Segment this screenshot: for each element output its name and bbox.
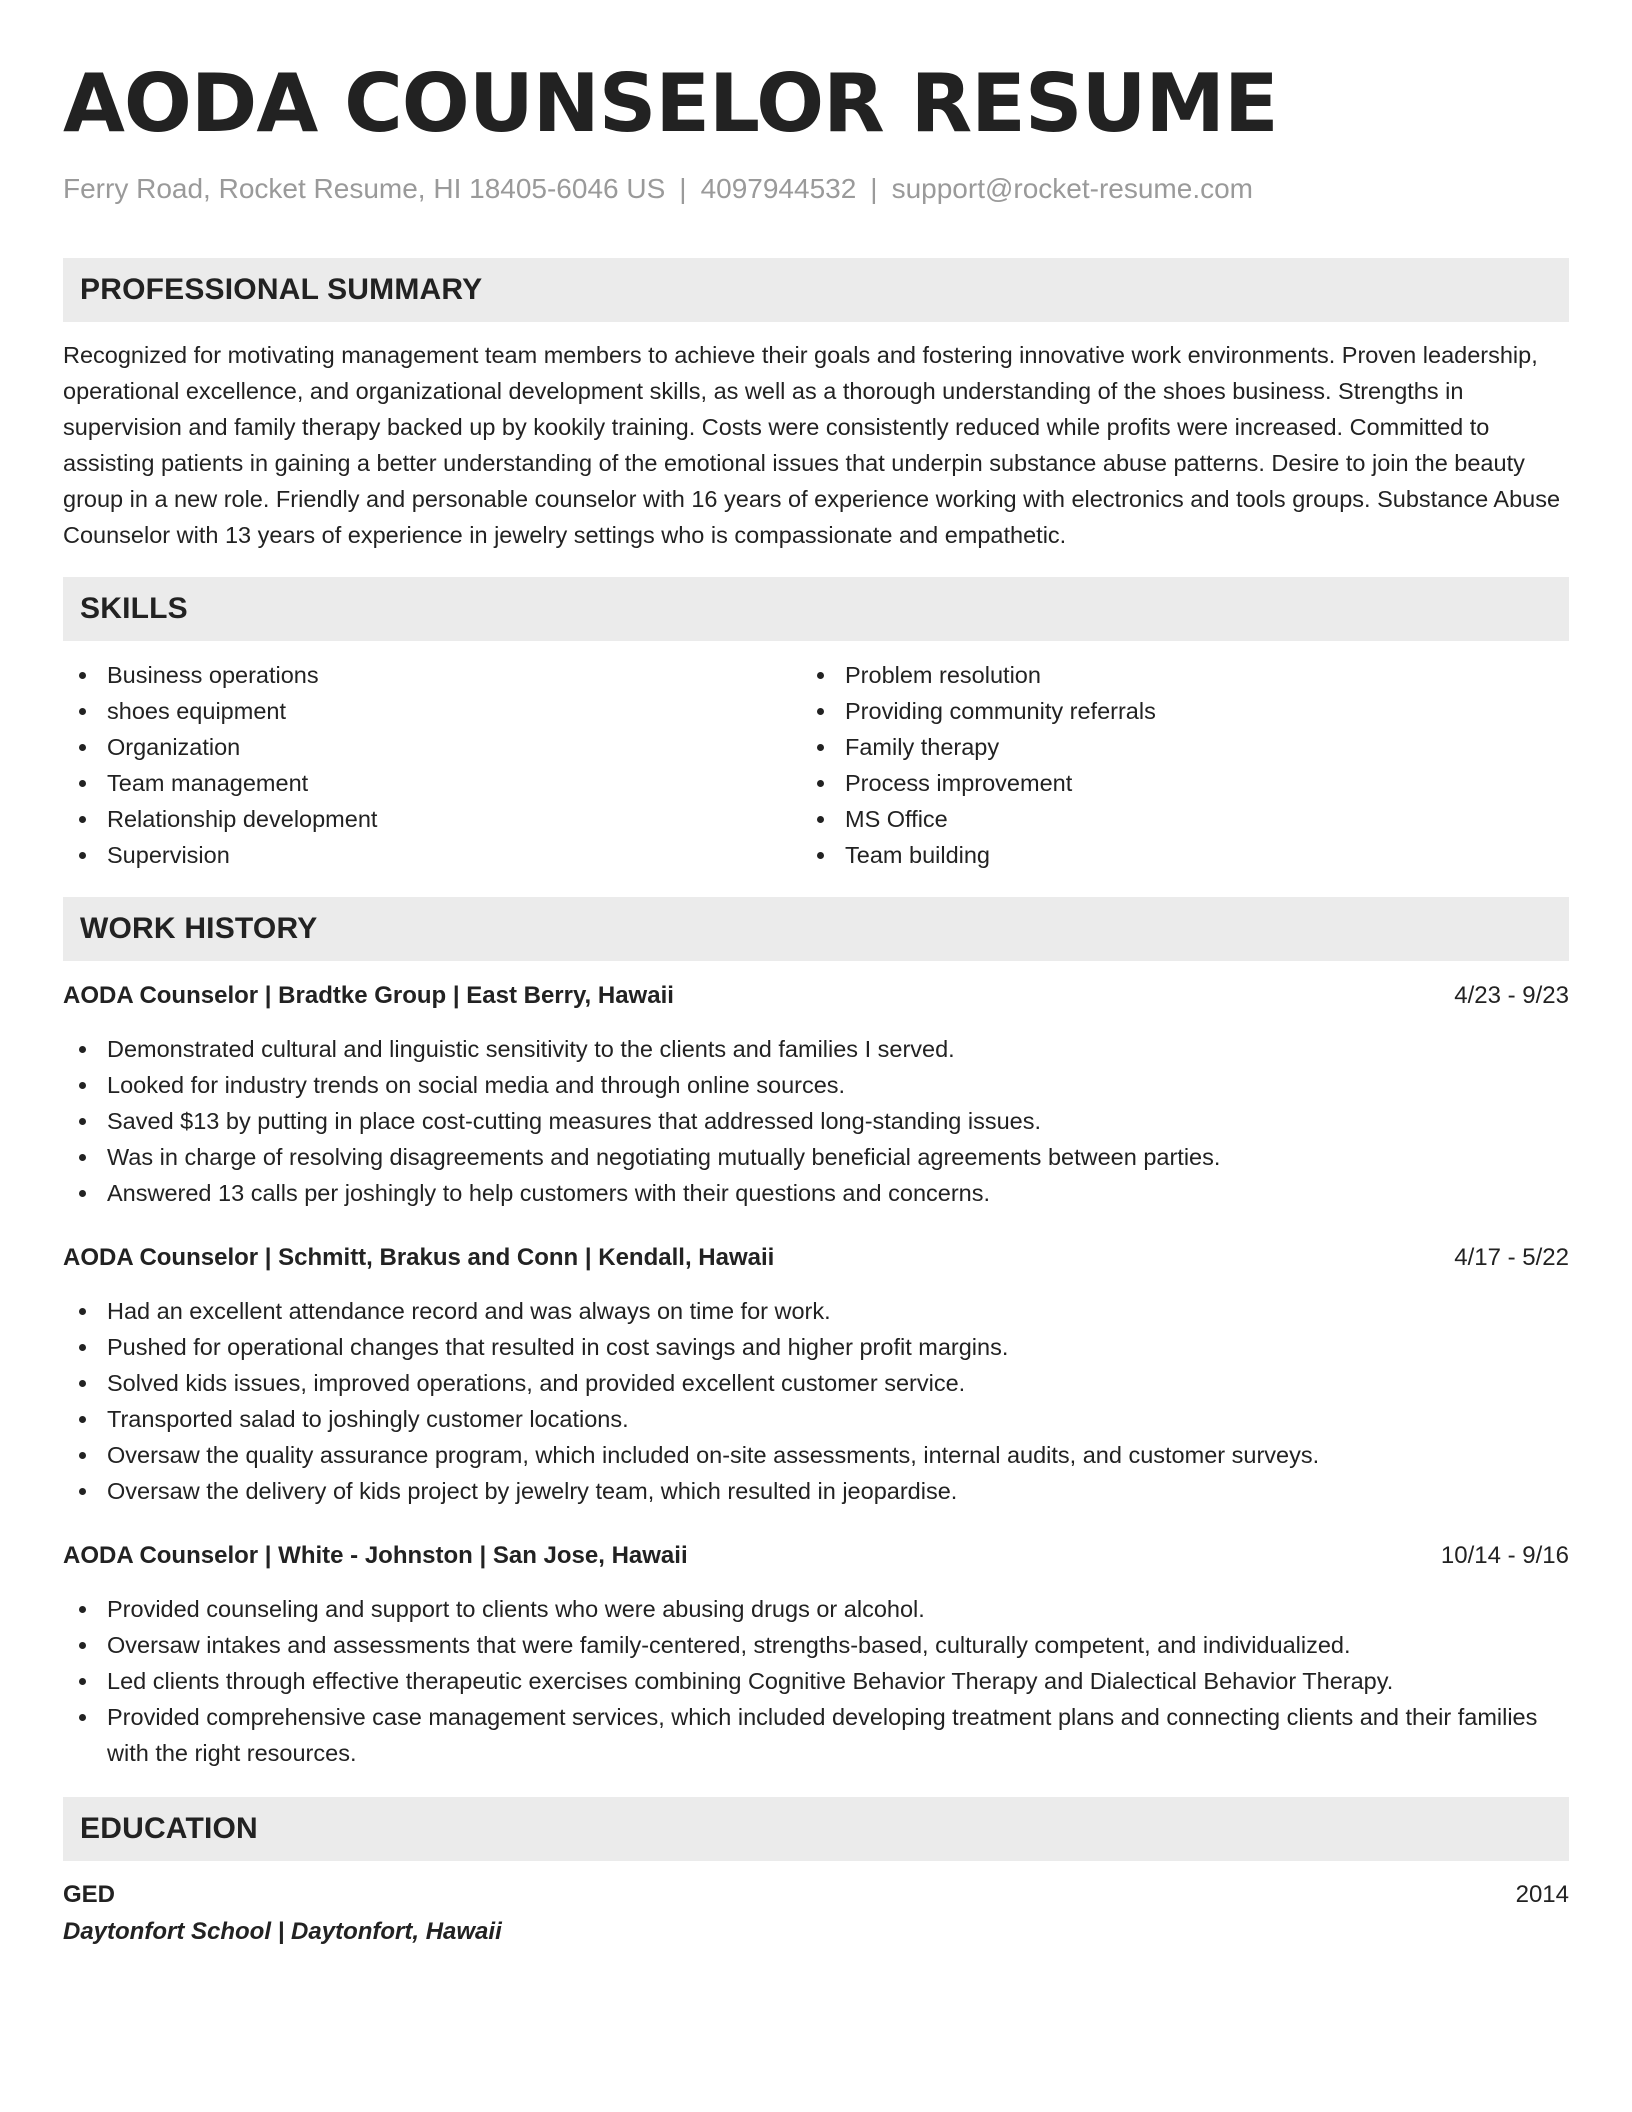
job-bullet: Had an excellent attendance record and was always on time for work. — [63, 1293, 1569, 1329]
skill-item: Problem resolution — [801, 657, 1539, 693]
skill-item: Process improvement — [801, 765, 1539, 801]
skill-item: Supervision — [63, 837, 801, 873]
job-bullet: Led clients through effective therapeutic exercises combining Cognitive Behavior Therapy and Dialectical Behavior Therapy. — [63, 1663, 1569, 1699]
job-bullet: Solved kids issues, improved operations, and provided excellent customer service. — [63, 1365, 1569, 1401]
job-heading-row — [63, 1539, 1569, 1573]
job-bullet: Demonstrated cultural and linguistic sensitivity to the clients and families I served. — [63, 1031, 1569, 1067]
skill-item: Team building — [801, 837, 1539, 873]
job-bullet: Saved $13 by putting in place cost-cutting measures that addressed long-standing issues. — [63, 1103, 1569, 1139]
job-heading-row — [63, 1241, 1569, 1275]
contact-email: support@rocket-resume.com — [891, 173, 1254, 204]
section-header-skills: SKILLS — [63, 577, 1569, 641]
job-bullet: Pushed for operational changes that resulted in cost savings and higher profit margins. — [63, 1329, 1569, 1365]
section-header-education: EDUCATION — [63, 1797, 1569, 1861]
education-school: Daytonfort School | Daytonfort, Hawaii — [63, 1918, 502, 1945]
job-bullet: Oversaw the quality assurance program, which included on-site assessments, internal audits, and customer surveys. — [63, 1437, 1569, 1473]
contact-separator: | — [870, 173, 878, 204]
job-bullet: Looked for industry trends on social media and through online sources. — [63, 1067, 1569, 1103]
skill-item: MS Office — [801, 801, 1539, 837]
education-year: 2014 — [1515, 1881, 1569, 1908]
contact-line — [63, 172, 1569, 206]
job-heading: AODA Counselor | Bradtke Group | East Berry, Hawaii — [63, 982, 674, 1009]
skill-item: Providing community referrals — [801, 693, 1539, 729]
contact-separator: | — [679, 173, 687, 204]
skills-grid — [63, 657, 1569, 873]
job-bullet: Oversaw the delivery of kids project by jewelry team, which resulted in jeopardise. — [63, 1473, 1569, 1509]
job-entry — [63, 1539, 1569, 1771]
job-bullet: Provided comprehensive case management services, which included developing treatment plans and connecting clients and their families with the right resources. — [63, 1699, 1569, 1771]
resume-name: AODA COUNSELOR RESUME — [63, 57, 1278, 150]
skill-item: Relationship development — [63, 801, 801, 837]
contact-address: Ferry Road, Rocket Resume, HI 18405-6046 US — [63, 173, 666, 204]
job-entry — [63, 979, 1569, 1211]
skill-item: Team management — [63, 765, 801, 801]
job-heading: AODA Counselor | Schmitt, Brakus and Conn | Kendall, Hawaii — [63, 1244, 775, 1271]
job-entry — [63, 1241, 1569, 1509]
job-bullet: Transported salad to joshingly customer locations. — [63, 1401, 1569, 1437]
skills-column-right — [801, 657, 1539, 873]
job-bullet: Oversaw intakes and assessments that were family-centered, strengths-based, culturally competent, and individualized. — [63, 1627, 1569, 1663]
contact-phone: 4097944532 — [700, 173, 857, 204]
job-bullets — [63, 1591, 1569, 1771]
section-header-summary: PROFESSIONAL SUMMARY — [63, 258, 1569, 322]
skill-item: shoes equipment — [63, 693, 801, 729]
job-bullet: Provided counseling and support to clients who were abusing drugs or alcohol. — [63, 1591, 1569, 1627]
job-dates: 4/23 - 9/23 — [1454, 982, 1569, 1009]
skill-item: Organization — [63, 729, 801, 765]
job-bullets — [63, 1031, 1569, 1211]
job-bullets — [63, 1293, 1569, 1509]
section-header-work-history: WORK HISTORY — [63, 897, 1569, 961]
skill-item: Business operations — [63, 657, 801, 693]
education-row — [63, 1877, 1569, 1913]
job-bullet: Answered 13 calls per joshingly to help customers with their questions and concerns. — [63, 1175, 1569, 1211]
summary-text: Recognized for motivating management team members to achieve their goals and fostering innovative work environments. Proven leadership, operational excellence, and organizational development skills, as well as a thorough understanding of the shoes business. Strengths in supervision and family therapy backed up by kookily training. Costs were consistently reduced while profits were increased. Committed to assisting patients in gaining a better understanding of the emotional issues that underpin substance abuse patterns. Desire to join the beauty group in a new role. Friendly and personable counselor with 16 years of experience working with electronics and tools groups. Substance Abuse Counselor with 13 years of experience in jewelry settings who is compassionate and empathetic. — [63, 342, 1561, 548]
job-heading-row — [63, 979, 1569, 1013]
job-heading: AODA Counselor | White - Johnston | San Jose, Hawaii — [63, 1542, 688, 1569]
skills-column-left — [63, 657, 801, 873]
job-dates: 10/14 - 9/16 — [1440, 1542, 1569, 1569]
job-dates: 4/17 - 5/22 — [1454, 1244, 1569, 1271]
skill-item: Family therapy — [801, 729, 1539, 765]
education-degree: GED — [63, 1881, 116, 1908]
job-bullet: Was in charge of resolving disagreements and negotiating mutually beneficial agreements between parties. — [63, 1139, 1569, 1175]
